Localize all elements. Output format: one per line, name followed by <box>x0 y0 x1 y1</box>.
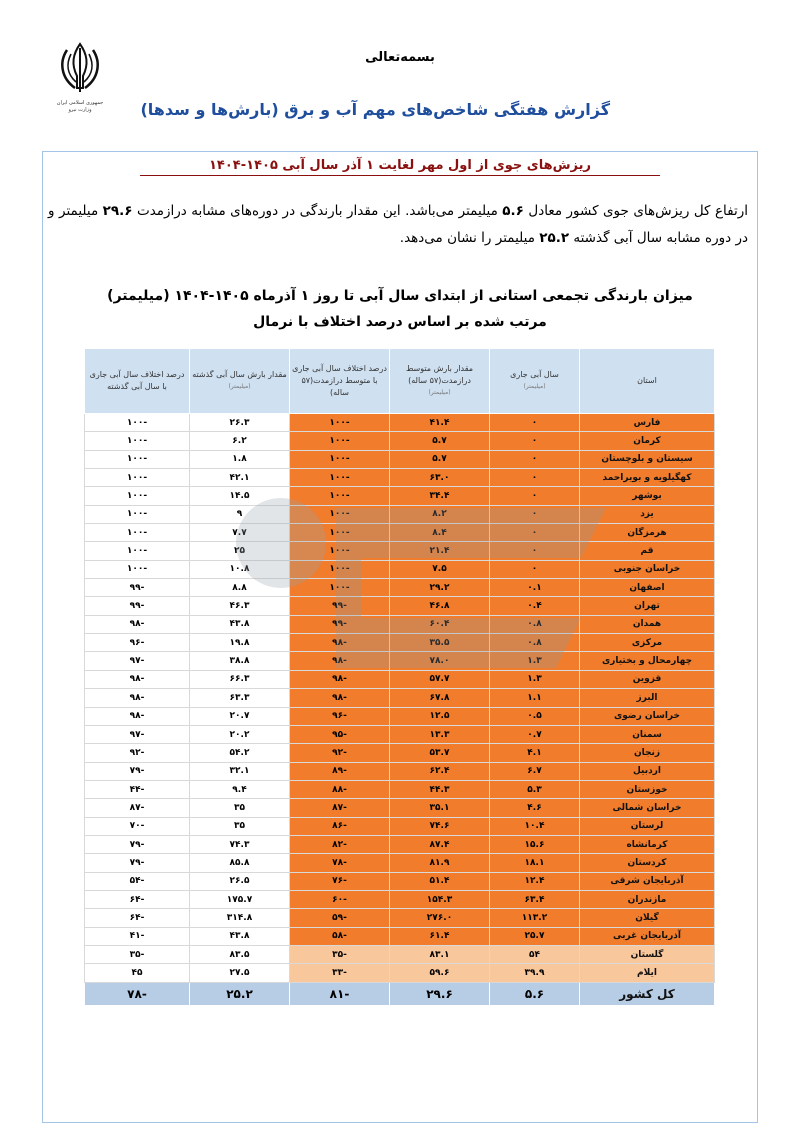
table-row <box>85 542 715 560</box>
cell-diff-longterm: -۷۸ <box>290 854 390 872</box>
cell-province: کرمانشاه <box>580 835 715 853</box>
cell-diff-longterm: -۹۵ <box>290 725 390 743</box>
cell-diff-lastyear: -۹۸ <box>85 707 190 725</box>
table-title <box>0 283 800 335</box>
cell-province: اردبیل <box>580 762 715 780</box>
cell-diff-lastyear: -۱۰۰ <box>85 450 190 468</box>
table-row <box>85 560 715 578</box>
cell-lastyear: ۳۸.۸ <box>190 652 290 670</box>
cell-longterm: ۵.۷ <box>390 450 490 468</box>
cell-diff-longterm: -۱۰۰ <box>290 579 390 597</box>
cell-diff-longterm: -۱۰۰ <box>290 505 390 523</box>
cell-diff-longterm: -۱۰۰ <box>290 469 390 487</box>
cell-lastyear: ۳۱۴.۸ <box>190 909 290 927</box>
cell-current: ۰ <box>490 450 580 468</box>
cell-diff-lastyear: -۱۰۰ <box>85 542 190 560</box>
para-text-3: میلیمتر و در دوره مشابه سال آبی گذشته <box>48 203 748 246</box>
total-longterm: ۲۹.۶ <box>390 982 490 1005</box>
cell-current: ۶۳.۴ <box>490 890 580 908</box>
cell-province: یزد <box>580 505 715 523</box>
cell-province: سیستان و بلوچستان <box>580 450 715 468</box>
cell-diff-lastyear: -۳۵ <box>85 945 190 963</box>
cell-longterm: ۲۷۶.۰ <box>390 909 490 927</box>
cell-diff-longterm: -۹۸ <box>290 652 390 670</box>
cell-province: آذربایجان شرقی <box>580 872 715 890</box>
cell-province: بوشهر <box>580 487 715 505</box>
table-title-line1: میزان بارندگی تجمعی استانی از ابتدای سال آبی تا روز ۱ آذرماه ۱۴۰۵-۱۴۰۴ (میلیمتر) <box>107 288 693 304</box>
table-row <box>85 780 715 798</box>
cell-lastyear: ۳۵ <box>190 817 290 835</box>
cell-province: تهران <box>580 597 715 615</box>
cell-lastyear: ۱۹.۸ <box>190 634 290 652</box>
cell-lastyear: ۷۴.۳ <box>190 835 290 853</box>
header-longterm: مقدار بارش متوسط درازمدت(۵۷ ساله) (میلیمتر) <box>390 349 490 414</box>
cell-diff-lastyear: -۱۰۰ <box>85 432 190 450</box>
cell-diff-longterm: -۸۶ <box>290 817 390 835</box>
table-row <box>85 689 715 707</box>
cell-diff-lastyear: -۱۰۰ <box>85 524 190 542</box>
cell-longterm: ۷۴.۶ <box>390 817 490 835</box>
cell-diff-longterm: -۱۰۰ <box>290 542 390 560</box>
table-row <box>85 414 715 432</box>
rainfall-table <box>84 348 715 1006</box>
cell-current: ۲۵.۷ <box>490 927 580 945</box>
table-row <box>85 744 715 762</box>
cell-diff-longterm: -۹۸ <box>290 670 390 688</box>
cell-current: ۱.۱ <box>490 689 580 707</box>
cell-province: ایلام <box>580 964 715 982</box>
cell-lastyear: ۹.۴ <box>190 780 290 798</box>
cell-province: سمنان <box>580 725 715 743</box>
cell-diff-lastyear: -۹۸ <box>85 615 190 633</box>
cell-diff-lastyear: -۱۰۰ <box>85 414 190 432</box>
cell-current: ۰.۵ <box>490 707 580 725</box>
table-row <box>85 450 715 468</box>
cell-lastyear: ۲۶.۵ <box>190 872 290 890</box>
cell-lastyear: ۳۲.۱ <box>190 762 290 780</box>
cell-province: مرکزی <box>580 634 715 652</box>
cell-diff-longterm: -۳۳ <box>290 964 390 982</box>
cell-province: خراسان شمالی <box>580 799 715 817</box>
cell-longterm: ۴۴.۳ <box>390 780 490 798</box>
cell-current: ۰.۸ <box>490 615 580 633</box>
cell-current: ۱.۳ <box>490 652 580 670</box>
para-value-country: ۵.۶ <box>502 203 524 219</box>
table-row <box>85 505 715 523</box>
cell-current: ۰ <box>490 432 580 450</box>
summary-paragraph <box>48 198 748 252</box>
cell-diff-longterm: -۱۰۰ <box>290 487 390 505</box>
cell-current: ۱۲.۴ <box>490 872 580 890</box>
cell-diff-longterm: -۵۹ <box>290 909 390 927</box>
cell-diff-longterm: -۸۷ <box>290 799 390 817</box>
cell-diff-longterm: -۱۰۰ <box>290 560 390 578</box>
cell-longterm: ۶۲.۴ <box>390 762 490 780</box>
cell-lastyear: ۹ <box>190 505 290 523</box>
cell-lastyear: ۱.۸ <box>190 450 290 468</box>
cell-current: ۴.۶ <box>490 799 580 817</box>
section-heading: ریزش‌های جوی از اول مهر لغایت ۱ آذر سال آبی ۱۴۰۵-۱۴۰۴ <box>140 158 660 176</box>
cell-diff-longterm: -۸۲ <box>290 835 390 853</box>
cell-diff-lastyear: -۹۹ <box>85 597 190 615</box>
cell-diff-lastyear: -۹۷ <box>85 652 190 670</box>
cell-diff-longterm: -۱۰۰ <box>290 414 390 432</box>
bismillah: بسمه‌تعالی <box>365 50 435 65</box>
cell-diff-lastyear: -۱۰۰ <box>85 560 190 578</box>
total-row <box>85 982 715 1005</box>
cell-lastyear: ۳۵ <box>190 799 290 817</box>
cell-current: ۱.۳ <box>490 670 580 688</box>
cell-current: ۰ <box>490 524 580 542</box>
cell-province: کردستان <box>580 854 715 872</box>
cell-province: کرمان <box>580 432 715 450</box>
cell-diff-longterm: -۷۶ <box>290 872 390 890</box>
cell-diff-longterm: -۹۹ <box>290 597 390 615</box>
cell-longterm: ۵۳.۷ <box>390 744 490 762</box>
cell-lastyear: ۲۶.۳ <box>190 414 290 432</box>
cell-diff-lastyear: -۹۶ <box>85 634 190 652</box>
cell-longterm: ۳۵.۵ <box>390 634 490 652</box>
cell-lastyear: ۲۰.۲ <box>190 725 290 743</box>
cell-province: قم <box>580 542 715 560</box>
cell-diff-longterm: -۹۸ <box>290 689 390 707</box>
cell-diff-longterm: -۶۰ <box>290 890 390 908</box>
cell-current: ۰.۱ <box>490 579 580 597</box>
para-value-longterm: ۲۹.۶ <box>102 203 133 219</box>
cell-longterm: ۶۷.۸ <box>390 689 490 707</box>
table-row <box>85 487 715 505</box>
header-current: سال آبی جاری (میلیمتر) <box>490 349 580 414</box>
cell-current: ۰ <box>490 469 580 487</box>
cell-province: گیلان <box>580 909 715 927</box>
cell-current: ۰.۸ <box>490 634 580 652</box>
cell-current: ۳۹.۹ <box>490 964 580 982</box>
cell-current: ۴.۱ <box>490 744 580 762</box>
cell-diff-lastyear: -۹۸ <box>85 670 190 688</box>
cell-province: خراسان رضوی <box>580 707 715 725</box>
cell-lastyear: ۷.۷ <box>190 524 290 542</box>
cell-diff-longterm: -۵۸ <box>290 927 390 945</box>
cell-diff-lastyear: -۶۴ <box>85 890 190 908</box>
cell-province: همدان <box>580 615 715 633</box>
table-row <box>85 469 715 487</box>
cell-current: ۰ <box>490 560 580 578</box>
cell-lastyear: ۶.۲ <box>190 432 290 450</box>
cell-current: ۱۵.۶ <box>490 835 580 853</box>
cell-longterm: ۶۰.۴ <box>390 615 490 633</box>
cell-diff-lastyear: -۸۷ <box>85 799 190 817</box>
cell-longterm: ۲۱.۴ <box>390 542 490 560</box>
cell-diff-lastyear: -۹۹ <box>85 579 190 597</box>
cell-diff-lastyear: -۷۰ <box>85 817 190 835</box>
cell-province: کهگیلویه و بویراحمد <box>580 469 715 487</box>
cell-diff-longterm: -۹۶ <box>290 707 390 725</box>
cell-province: اصفهان <box>580 579 715 597</box>
cell-current: ۰ <box>490 505 580 523</box>
table-row <box>85 432 715 450</box>
table-header-row <box>85 349 715 414</box>
cell-current: ۱۰.۴ <box>490 817 580 835</box>
cell-lastyear: ۴۲.۱ <box>190 469 290 487</box>
cell-province: هرمزگان <box>580 524 715 542</box>
cell-longterm: ۷۸.۰ <box>390 652 490 670</box>
cell-diff-longterm: -۱۰۰ <box>290 450 390 468</box>
cell-diff-longterm: -۳۵ <box>290 945 390 963</box>
cell-diff-lastyear: -۵۴ <box>85 872 190 890</box>
cell-longterm: ۴۱.۴ <box>390 414 490 432</box>
header-lastyear: مقدار بارش سال آبی گذشته (میلیمتر) <box>190 349 290 414</box>
table-row <box>85 835 715 853</box>
cell-current: ۶.۷ <box>490 762 580 780</box>
cell-diff-lastyear: -۴۱ <box>85 927 190 945</box>
cell-province: لرستان <box>580 817 715 835</box>
cell-longterm: ۴۶.۸ <box>390 597 490 615</box>
emblem-icon <box>55 40 105 96</box>
header-province: استان <box>580 349 715 414</box>
table-row <box>85 909 715 927</box>
para-value-lastyear: ۲۵.۲ <box>539 230 570 246</box>
cell-longterm: ۵۹.۶ <box>390 964 490 982</box>
cell-longterm: ۱۳.۳ <box>390 725 490 743</box>
cell-diff-lastyear: -۱۰۰ <box>85 469 190 487</box>
cell-diff-longterm: -۸۹ <box>290 762 390 780</box>
para-text-4: میلیمتر را نشان می‌دهد. <box>399 230 540 246</box>
cell-lastyear: ۶۳.۳ <box>190 689 290 707</box>
cell-longterm: ۵۱.۴ <box>390 872 490 890</box>
cell-longterm: ۳۴.۴ <box>390 487 490 505</box>
cell-province: قزوین <box>580 670 715 688</box>
report-title: گزارش هفتگی شاخص‌های مهم آب و برق (بارش‌ها و سدها) <box>140 100 610 119</box>
iran-emblem-logo <box>50 40 110 130</box>
para-text-1: ارتفاع کل ریزش‌های جوی کشور معادل <box>523 203 748 219</box>
cell-lastyear: ۲۷.۵ <box>190 964 290 982</box>
cell-province: مازندران <box>580 890 715 908</box>
total-diff-lastyear: -۷۸ <box>85 982 190 1005</box>
cell-current: ۱۸.۱ <box>490 854 580 872</box>
cell-current: ۵.۳ <box>490 780 580 798</box>
cell-diff-longterm: -۹۲ <box>290 744 390 762</box>
table-row <box>85 817 715 835</box>
cell-current: ۰ <box>490 542 580 560</box>
cell-lastyear: ۵۴.۲ <box>190 744 290 762</box>
cell-lastyear: ۱۴.۵ <box>190 487 290 505</box>
total-diff-longterm: -۸۱ <box>290 982 390 1005</box>
table-row <box>85 872 715 890</box>
cell-diff-longterm: -۹۹ <box>290 615 390 633</box>
table-row <box>85 762 715 780</box>
table-row <box>85 707 715 725</box>
table-title-line2: مرتب شده بر اساس درصد اختلاف با نرمال <box>253 314 547 330</box>
cell-current: ۰ <box>490 487 580 505</box>
table-row <box>85 890 715 908</box>
cell-longterm: ۱۲.۵ <box>390 707 490 725</box>
cell-current: ۰.۴ <box>490 597 580 615</box>
emblem-caption-1: جمهوری اسلامی ایران <box>56 100 104 106</box>
para-text-2: میلیمتر می‌باشد. این مقدار بارندگی در دوره‌های مشابه درازمدت <box>132 203 503 219</box>
cell-longterm: ۲۹.۲ <box>390 579 490 597</box>
cell-longterm: ۶۳.۰ <box>390 469 490 487</box>
cell-lastyear: ۶۶.۳ <box>190 670 290 688</box>
cell-province: زنجان <box>580 744 715 762</box>
table-row <box>85 964 715 982</box>
cell-longterm: ۷.۵ <box>390 560 490 578</box>
header-diff-longterm: درصد اختلاف سال آبی جاری با متوسط درازمدت(۵۷ ساله) <box>290 349 390 414</box>
cell-diff-longterm: -۹۸ <box>290 634 390 652</box>
table-row <box>85 854 715 872</box>
cell-province: آذربایجان غربی <box>580 927 715 945</box>
cell-diff-lastyear: -۷۹ <box>85 835 190 853</box>
cell-diff-longterm: -۱۰۰ <box>290 432 390 450</box>
cell-diff-lastyear: -۹۷ <box>85 725 190 743</box>
cell-longterm: ۵.۷ <box>390 432 490 450</box>
cell-longterm: ۵۷.۷ <box>390 670 490 688</box>
cell-diff-lastyear: -۶۴ <box>85 909 190 927</box>
cell-province: فارس <box>580 414 715 432</box>
table-row <box>85 670 715 688</box>
table-row <box>85 524 715 542</box>
cell-longterm: ۸۱.۹ <box>390 854 490 872</box>
cell-lastyear: ۴۳.۸ <box>190 615 290 633</box>
table-row <box>85 652 715 670</box>
cell-diff-lastyear: -۹۸ <box>85 689 190 707</box>
table-row <box>85 597 715 615</box>
cell-lastyear: ۱۷۵.۷ <box>190 890 290 908</box>
cell-province: خوزستان <box>580 780 715 798</box>
cell-lastyear: ۴۳.۸ <box>190 927 290 945</box>
cell-province: البرز <box>580 689 715 707</box>
total-lastyear: ۲۵.۲ <box>190 982 290 1005</box>
cell-longterm: ۱۵۴.۳ <box>390 890 490 908</box>
table-row <box>85 615 715 633</box>
cell-province: خراسان جنوبی <box>580 560 715 578</box>
cell-longterm: ۶۱.۴ <box>390 927 490 945</box>
cell-lastyear: ۲۰.۷ <box>190 707 290 725</box>
cell-diff-lastyear: -۴۴ <box>85 780 190 798</box>
cell-province: گلستان <box>580 945 715 963</box>
cell-province: چهارمحال و بختیاری <box>580 652 715 670</box>
cell-lastyear: ۱۰.۸ <box>190 560 290 578</box>
cell-longterm: ۸.۴ <box>390 524 490 542</box>
cell-longterm: ۸.۲ <box>390 505 490 523</box>
cell-lastyear: ۸۵.۸ <box>190 854 290 872</box>
header-diff-lastyear: درصد اختلاف سال آبی جاری با سال آبی گذشته <box>85 349 190 414</box>
cell-lastyear: ۴۶.۳ <box>190 597 290 615</box>
table-row <box>85 799 715 817</box>
cell-current: ۵۴ <box>490 945 580 963</box>
cell-longterm: ۸۷.۴ <box>390 835 490 853</box>
cell-longterm: ۸۳.۱ <box>390 945 490 963</box>
cell-diff-lastyear: -۹۲ <box>85 744 190 762</box>
cell-diff-longterm: -۸۸ <box>290 780 390 798</box>
table-row <box>85 579 715 597</box>
cell-diff-lastyear: ۴۵ <box>85 964 190 982</box>
cell-diff-lastyear: -۱۰۰ <box>85 505 190 523</box>
cell-longterm: ۳۵.۱ <box>390 799 490 817</box>
cell-diff-lastyear: -۷۹ <box>85 762 190 780</box>
cell-current: ۰ <box>490 414 580 432</box>
cell-lastyear: ۲۵ <box>190 542 290 560</box>
table-row <box>85 945 715 963</box>
cell-diff-lastyear: -۷۹ <box>85 854 190 872</box>
cell-lastyear: ۸.۸ <box>190 579 290 597</box>
cell-diff-longterm: -۱۰۰ <box>290 524 390 542</box>
cell-lastyear: ۸۳.۵ <box>190 945 290 963</box>
cell-diff-lastyear: -۱۰۰ <box>85 487 190 505</box>
total-current: ۵.۶ <box>490 982 580 1005</box>
cell-current: ۰.۷ <box>490 725 580 743</box>
table-row <box>85 725 715 743</box>
cell-current: ۱۱۳.۲ <box>490 909 580 927</box>
emblem-caption-2: وزارت نیرو <box>68 107 92 113</box>
table-row <box>85 927 715 945</box>
total-label: کل کشور <box>580 982 715 1005</box>
table-row <box>85 634 715 652</box>
